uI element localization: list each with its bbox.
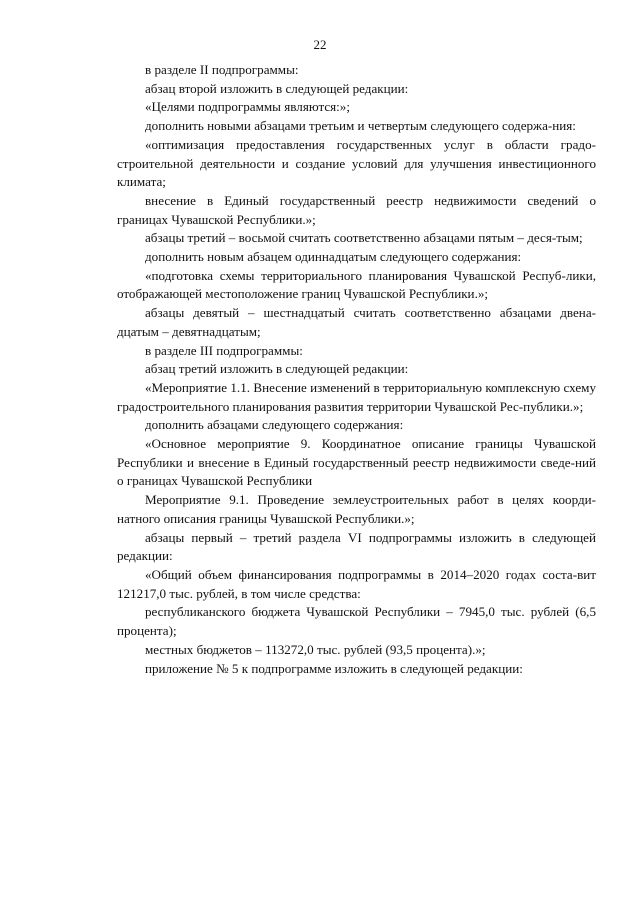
paragraph: «Общий объем финансирования подпрограммы в 2014–2020 годах соста-вит 121217,0 тыс. рублей, в том числе средства: xyxy=(117,566,596,601)
paragraph: абзацы девятый – шестнадцатый считать соответственно абзацами двена-дцатым – девятнадцатым; xyxy=(117,305,596,339)
paragraph: абзацы третий – восьмой считать соответственно абзацами пятым – деся-тым; xyxy=(145,230,583,246)
paragraph: абзацы первый – третий раздела VI подпрограммы изложить в следующей редакции: xyxy=(117,529,596,564)
paragraph: «оптимизация предоставления государственных услуг в области градо-строительной деятельности и создание условий для улучшения инвестиционного климата; xyxy=(117,136,596,190)
paragraph: местных бюджетов – 113272,0 тыс. рублей (93,5 процента).»; xyxy=(145,641,486,657)
paragraph: приложение № 5 к подпрограмме изложить в следующей редакции: xyxy=(145,660,523,676)
paragraph: дополнить абзацами следующего содержания: xyxy=(145,417,404,433)
paragraph: дополнить новыми абзацами третьим и четвертым следующего содержа-ния: xyxy=(145,118,576,134)
paragraph: «Целями подпрограммы являются:»; xyxy=(145,99,350,115)
paragraph: «Мероприятие 1.1. Внесение изменений в территориальную комплексную схему градостроительного планирования развития территории Чувашской Рес-публики.»; xyxy=(117,379,596,414)
paragraph: внесение в Единый государственный реестр недвижимости сведений о границах Чувашской Республики.»; xyxy=(117,192,596,227)
paragraph: абзац третий изложить в следующей редакции: xyxy=(145,361,409,377)
paragraph: в разделе III подпрограммы: xyxy=(145,342,303,358)
paragraph: Мероприятие 9.1. Проведение землеустроительных работ в целях коорди-натного описания границы Чувашской Республики.»; xyxy=(117,492,596,526)
paragraph: в разделе II подпрограммы: xyxy=(145,62,299,77)
page-number: 22 xyxy=(313,37,327,52)
paragraph: «Основное мероприятие 9. Координатное описание границы Чувашской Республики и внесение в Единый государственный реестр недвижимости сведе-ний о границах Чувашской Республики xyxy=(117,436,596,489)
paragraph: республиканского бюджета Чувашской Республики – 7945,0 тыс. рублей (6,5 процента); xyxy=(117,604,596,639)
document-body xyxy=(117,61,596,678)
paragraph: дополнить новым абзацем одиннадцатым следующего содержания: xyxy=(145,249,522,265)
paragraph: «подготовка схемы территориального планирования Чувашской Респуб-лики, отображающей местоположение границ Чувашской Республики.»; xyxy=(117,267,596,302)
paragraph: абзац второй изложить в следующей редакции: xyxy=(145,80,409,96)
